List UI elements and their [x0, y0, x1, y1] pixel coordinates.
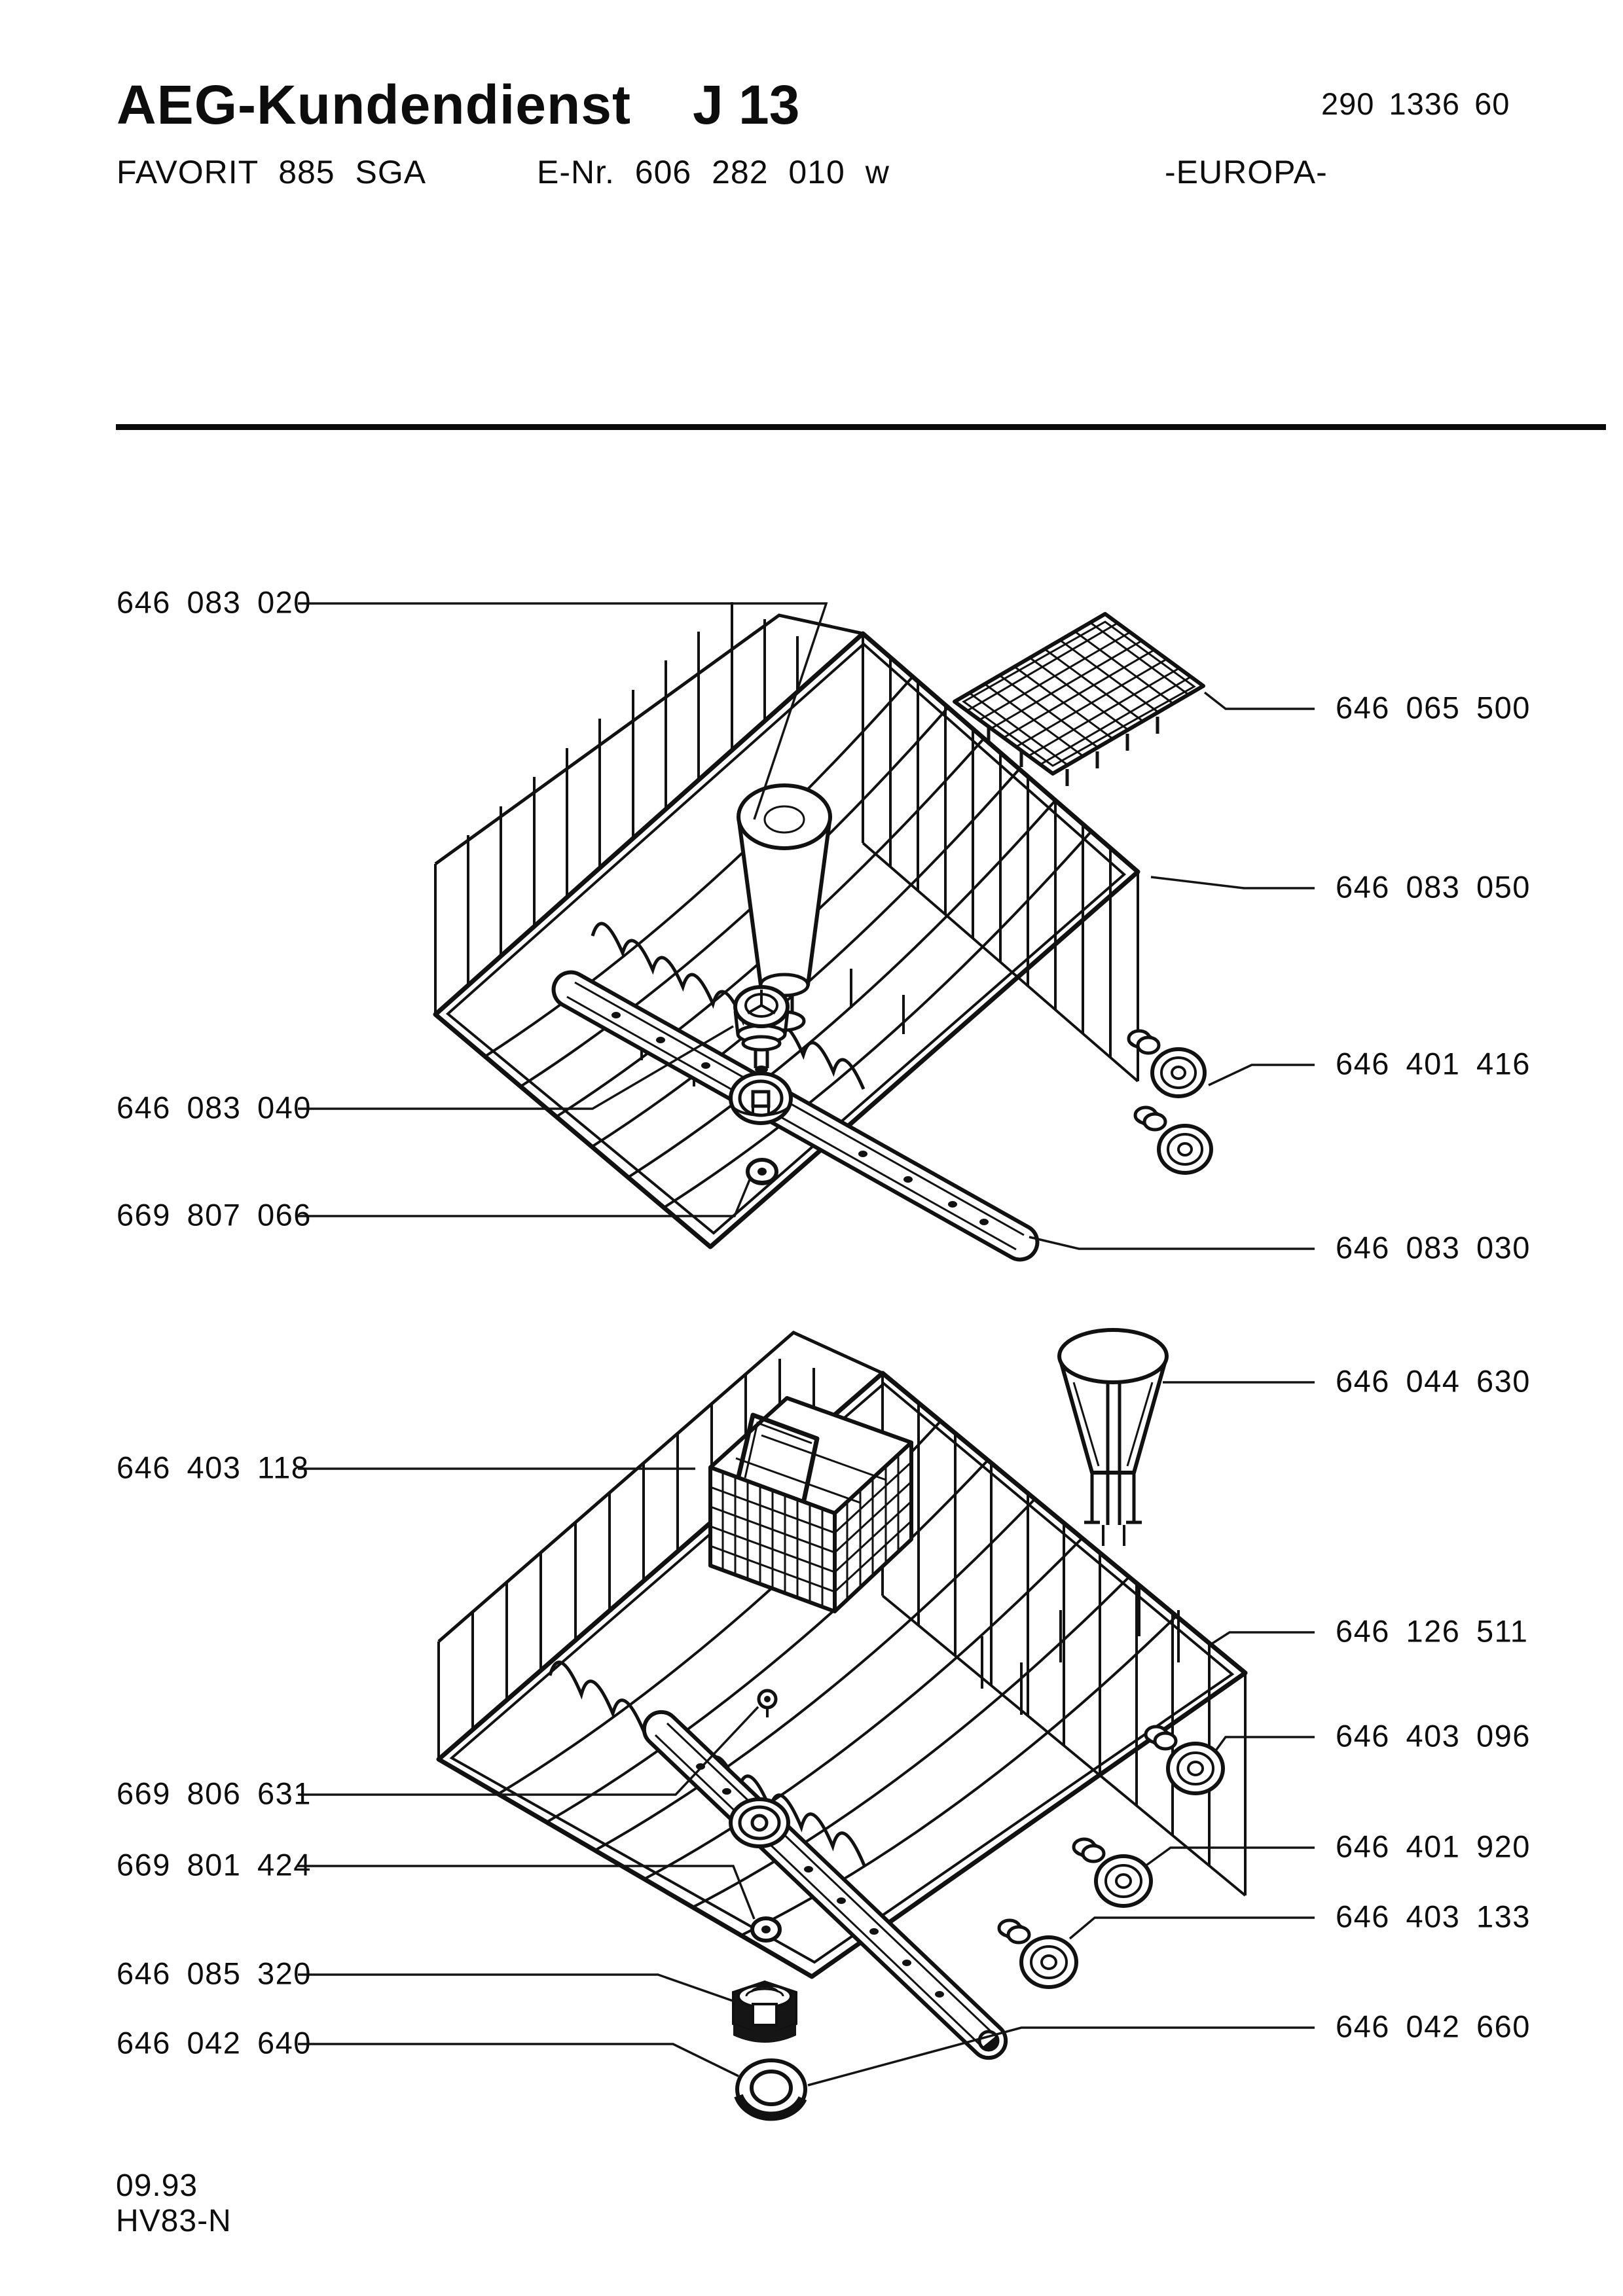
upper-rollers-illustration [1129, 1031, 1211, 1173]
footer-code: HV83-N [116, 2204, 232, 2238]
part-label-646-083-030: 646 083 030 [1336, 1230, 1531, 1265]
part-label-646-044-630: 646 044 630 [1336, 1363, 1531, 1399]
e-number: E-Nr. 606 282 010 w [537, 154, 890, 190]
sheet-code: J 13 [693, 74, 800, 135]
washer-lower-illustration [752, 1918, 780, 1941]
part-label-646-401-416: 646 401 416 [1336, 1046, 1531, 1081]
part-label-646-403-096: 646 403 096 [1336, 1718, 1531, 1753]
part-label-646-042-660: 646 042 660 [1336, 2009, 1531, 2044]
leader-646-085-320 [298, 1975, 735, 2001]
part-label-646-085-320: 646 085 320 [117, 1956, 312, 1991]
part-label-646-403-118: 646 403 118 [117, 1450, 310, 1485]
part-label-669-807-066: 669 807 066 [117, 1197, 312, 1232]
leader-646-126-511 [1211, 1632, 1315, 1644]
document-number: 290 1336 60 [1321, 86, 1510, 121]
leader-669-801-424 [298, 1866, 754, 1919]
part-label-646-126-511: 646 126 511 [1336, 1613, 1529, 1649]
washer-upper-illustration [748, 1160, 776, 1183]
leader-646-065-500 [1205, 692, 1315, 709]
part-label-646-065-500: 646 065 500 [1336, 690, 1531, 725]
leader-646-403-096 [1215, 1737, 1315, 1751]
arm-bearing-illustration [735, 987, 788, 1073]
page-title: AEG-Kundendienst [117, 74, 631, 135]
part-label-646-042-640: 646 042 640 [117, 2025, 312, 2060]
cutlery-basket-illustration [710, 1398, 911, 1611]
leader-646-403-133 [1070, 1918, 1315, 1939]
region-label: -EUROPA- [1165, 154, 1328, 190]
part-label-669-806-631: 669 806 631 [117, 1776, 312, 1811]
seal-ring-illustration [737, 2060, 805, 2118]
leader-646-042-640 [298, 2044, 739, 2076]
part-label-646-401-920: 646 401 920 [1336, 1829, 1531, 1864]
leader-646-083-050 [1151, 877, 1315, 888]
arm-plug-illustration [759, 1691, 776, 1717]
leader-646-401-920 [1144, 1848, 1315, 1867]
model-name: FAVORIT 885 SGA [117, 154, 427, 190]
part-label-646-403-133: 646 403 133 [1336, 1899, 1531, 1934]
leader-646-083-020 [298, 603, 826, 819]
footer-date: 09.93 [116, 2168, 198, 2203]
funnel-illustration [1059, 1330, 1167, 1546]
hex-nut-illustration [733, 1982, 796, 2043]
leader-646-083-030 [1029, 1237, 1315, 1249]
leader-646-401-416 [1209, 1065, 1315, 1085]
part-label-646-083-040: 646 083 040 [117, 1090, 312, 1125]
cutlery-shelf-illustration [955, 614, 1203, 786]
part-label-646-083-050: 646 083 050 [1336, 869, 1531, 905]
part-label-646-083-020: 646 083 020 [117, 584, 312, 620]
part-label-669-801-424: 669 801 424 [117, 1847, 312, 1882]
leader-646-042-660 [808, 2028, 1315, 2085]
